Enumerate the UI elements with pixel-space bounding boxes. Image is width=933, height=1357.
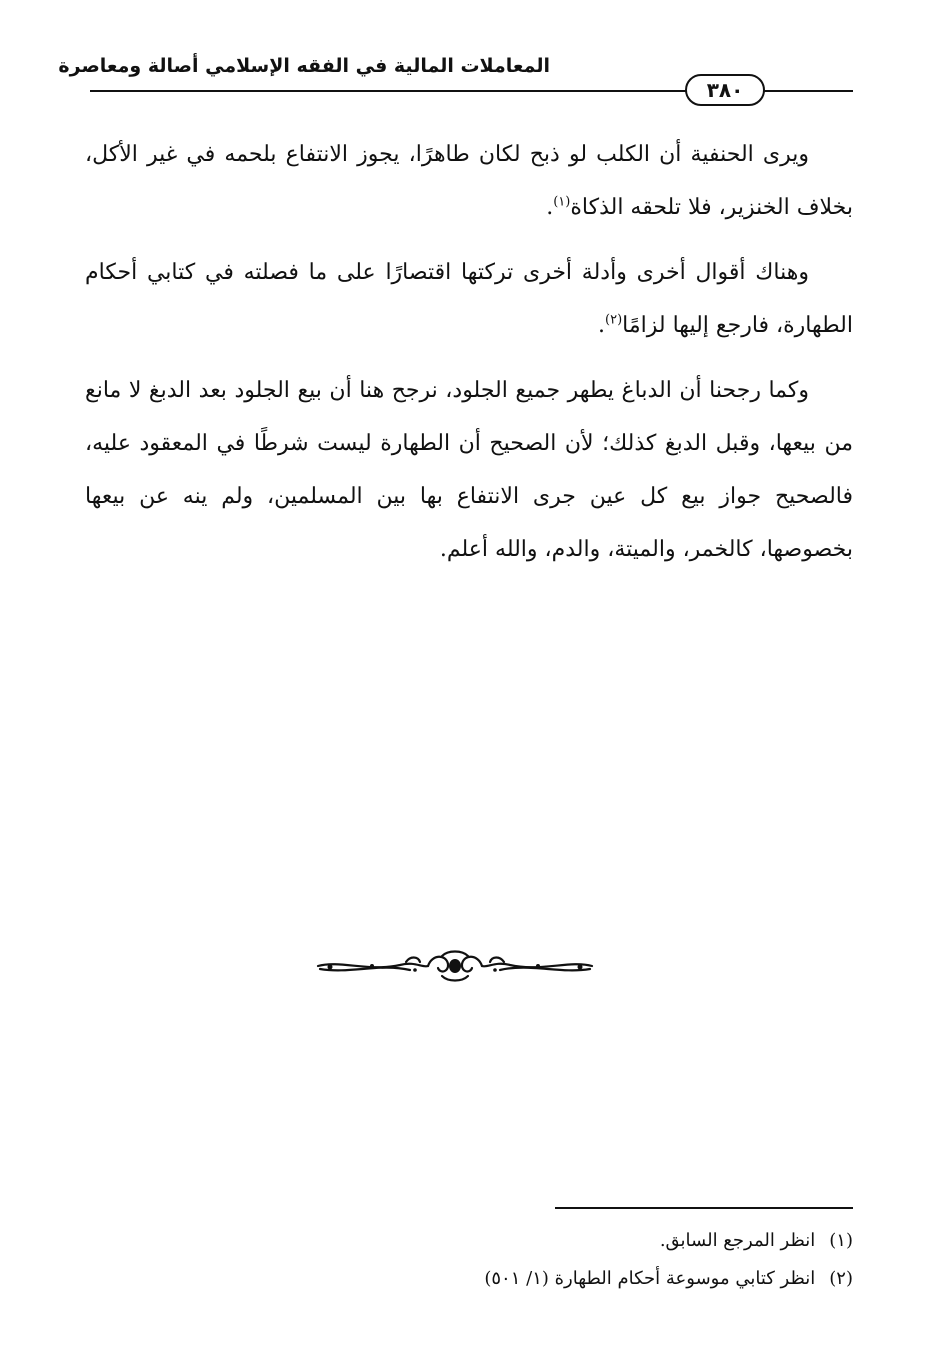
paragraph-3: وكما رجحنا أن الدباغ يطهر جميع الجلود، نرجح هنا أن بيع الجلود بعد الدبغ لا مانع من بيعها، وقبل الدبغ كذلك؛ لأن الصحيح أن الطهارة ليست شرطًا في المعقود عليه، فالصحيح جواز بيع كل عين جرى الانتفاع بها بين المسلمين، ولم ينه عن بيعها بخصوصها، كالخمر، والميتة، والدم، والله أعلم. bbox=[85, 378, 853, 562]
paragraph-2 bbox=[85, 246, 853, 352]
page-number: ٣٨٠ bbox=[685, 74, 765, 106]
footnote-ref-2: (٢) bbox=[605, 312, 623, 328]
footnote-1 bbox=[300, 1222, 853, 1260]
footnotes bbox=[300, 1222, 853, 1298]
paragraph-1-end: . bbox=[546, 195, 554, 220]
section-end-ornament bbox=[310, 948, 600, 984]
paragraph-2-end: . bbox=[598, 313, 606, 338]
footnote-ref-1: (١) bbox=[553, 194, 571, 210]
paragraph-1-text: ويرى الحنفية أن الكلب لو ذبح لكان طاهرًا، يجوز الانتفاع بلحمه في غير الأكل، بخلاف الخنزير، فلا تلحقه الذكاة bbox=[85, 142, 853, 220]
footnote-1-text: انظر المرجع السابق. bbox=[659, 1230, 816, 1251]
running-title: المعاملات المالية في الفقه الإسلامي أصالة ومعاصرة bbox=[58, 55, 550, 77]
footnote-2 bbox=[300, 1260, 853, 1298]
paragraph-1 bbox=[85, 128, 853, 234]
footnote-2-number: (٢) bbox=[829, 1268, 853, 1289]
footnote-2-text: انظر كتابي موسوعة أحكام الطهارة (١/ ٥٠١) bbox=[484, 1268, 816, 1289]
paragraph-2-text: وهناك أقوال أخرى وأدلة أخرى تركتها اقتصارًا على ما فصلته في كتابي أحكام الطهارة، فارجع إليها لزامًا bbox=[85, 260, 853, 338]
body-text bbox=[85, 128, 853, 588]
footnote-1-number: (١) bbox=[829, 1230, 853, 1251]
footnote-rule bbox=[555, 1207, 853, 1209]
